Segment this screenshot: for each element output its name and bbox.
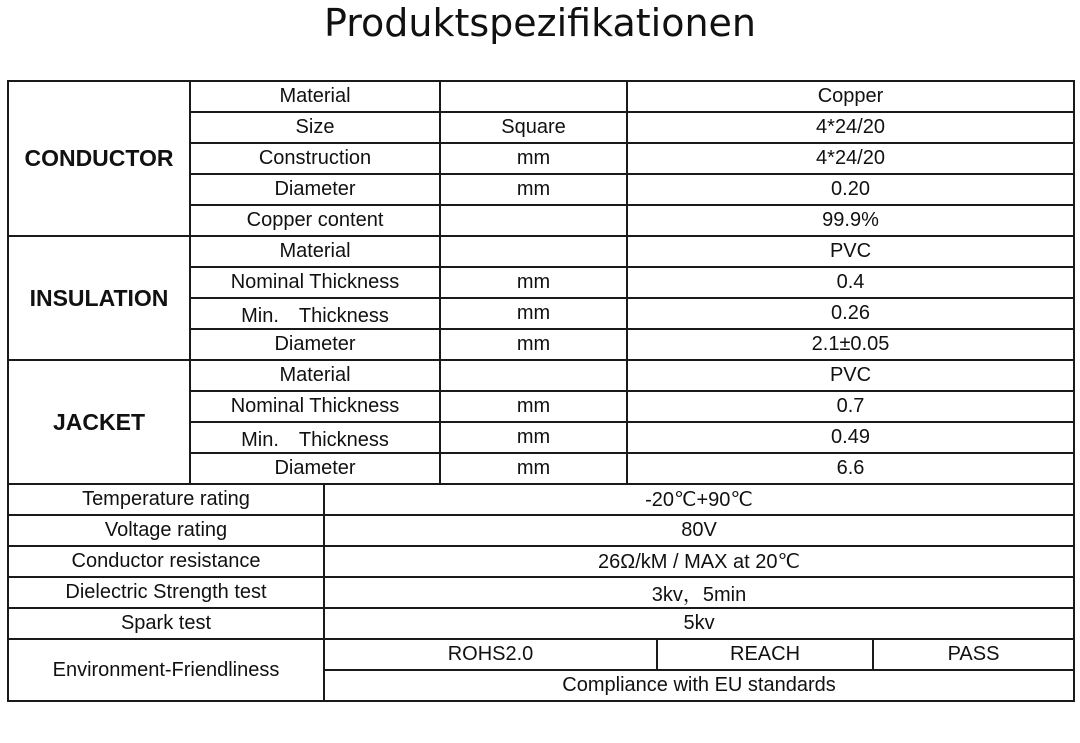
- param-cell: Material: [190, 360, 440, 391]
- value-cell: 4*24/20: [627, 112, 1074, 143]
- unit-cell: mm: [440, 453, 627, 484]
- value-cell: 0.7: [627, 391, 1074, 422]
- param-cell: Diameter: [190, 174, 440, 205]
- param-cell: Construction: [190, 143, 440, 174]
- unit-cell: Square: [440, 112, 627, 143]
- value-cell: 2.1±0.05: [627, 329, 1074, 360]
- cert-reach: REACH: [657, 639, 873, 670]
- unit-cell: mm: [440, 422, 627, 453]
- section-label-jacket: JACKET: [8, 360, 190, 484]
- param-cell: Diameter: [190, 329, 440, 360]
- unit-cell: mm: [440, 391, 627, 422]
- value-cell: 0.49: [627, 422, 1074, 453]
- table-row: [8, 360, 1074, 391]
- rating-value: 26Ω/kM / MAX at 20℃: [324, 546, 1074, 577]
- table-row: [8, 546, 1074, 577]
- compliance-note: Compliance with EU standards: [324, 670, 1074, 701]
- unit-cell: mm: [440, 298, 627, 329]
- param-cell: Diameter: [190, 453, 440, 484]
- param-cell: Size: [190, 112, 440, 143]
- value-cell: 0.4: [627, 267, 1074, 298]
- unit-cell: [440, 205, 627, 236]
- table-row: [8, 81, 1074, 112]
- rating-label: Spark test: [8, 608, 324, 639]
- param-cell: Nominal Thickness: [190, 267, 440, 298]
- value-cell: 0.20: [627, 174, 1074, 205]
- table-row: [8, 515, 1074, 546]
- unit-cell: [440, 236, 627, 267]
- environment-label: Environment-Friendliness: [8, 639, 324, 701]
- param-cell: Material: [190, 236, 440, 267]
- rating-label: Dielectric Strength test: [8, 577, 324, 608]
- table-row: [8, 577, 1074, 608]
- value-cell: 0.26: [627, 298, 1074, 329]
- table-row: [8, 608, 1074, 639]
- section-label-insulation: INSULATION: [8, 236, 190, 360]
- table-row: [8, 639, 1074, 670]
- cert-rohs: ROHS2.0: [324, 639, 657, 670]
- spec-table: [7, 80, 1075, 702]
- unit-cell: [440, 81, 627, 112]
- cert-result: PASS: [873, 639, 1074, 670]
- param-cell: Min. Thickness: [190, 422, 440, 453]
- param-cell: Nominal Thickness: [190, 391, 440, 422]
- page-title: Produktspezifikationen: [323, 1, 756, 45]
- rating-value: 3kv，5min: [324, 577, 1074, 608]
- rating-label: Temperature rating: [8, 484, 324, 515]
- value-cell: PVC: [627, 360, 1074, 391]
- table-row: [8, 236, 1074, 267]
- rating-label: Voltage rating: [8, 515, 324, 546]
- value-cell: PVC: [627, 236, 1074, 267]
- table-row: [8, 484, 1074, 515]
- value-cell: 99.9%: [627, 205, 1074, 236]
- value-cell: 4*24/20: [627, 143, 1074, 174]
- unit-cell: mm: [440, 174, 627, 205]
- unit-cell: mm: [440, 267, 627, 298]
- unit-cell: mm: [440, 329, 627, 360]
- unit-cell: [440, 360, 627, 391]
- section-label-conductor: CONDUCTOR: [8, 81, 190, 236]
- rating-value: -20℃+90℃: [324, 484, 1074, 515]
- value-cell: 6.6: [627, 453, 1074, 484]
- value-cell: Copper: [627, 81, 1074, 112]
- param-cell: Copper content: [190, 205, 440, 236]
- rating-value: 80V: [324, 515, 1074, 546]
- rating-label: Conductor resistance: [8, 546, 324, 577]
- unit-cell: mm: [440, 143, 627, 174]
- param-cell: Material: [190, 81, 440, 112]
- rating-value: 5kv: [324, 608, 1074, 639]
- param-cell: Min. Thickness: [190, 298, 440, 329]
